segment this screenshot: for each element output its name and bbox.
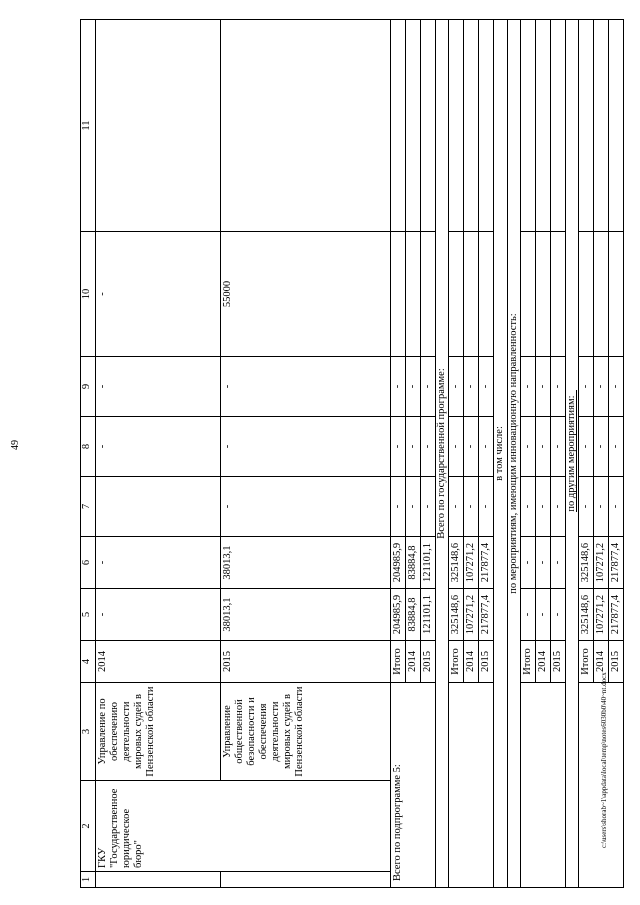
table-cell <box>535 232 550 357</box>
section-title-row <box>494 20 507 888</box>
table-cell: - <box>479 477 494 537</box>
year-cell: Итого <box>391 641 406 683</box>
table-cell: - <box>535 537 550 589</box>
table-cell <box>96 477 221 537</box>
table-cell: - <box>578 477 593 537</box>
table-cell: 325148,6 <box>449 589 464 641</box>
column-header-11: 11 <box>81 20 96 232</box>
table-cell: - <box>391 477 406 537</box>
table-cell <box>406 232 421 357</box>
year-cell: 2015 <box>221 641 391 683</box>
table-cell: 38013,1 <box>221 537 391 589</box>
section-title: Всего по государственной программе: <box>436 20 449 888</box>
table-cell: 325148,6 <box>449 537 464 589</box>
table-cell: - <box>221 417 391 477</box>
table-cell: - <box>520 357 535 417</box>
table-cell <box>520 232 535 357</box>
year-cell: 2015 <box>608 641 623 683</box>
table-cell: - <box>449 417 464 477</box>
table-cell: - <box>391 417 406 477</box>
table-cell: - <box>221 477 391 537</box>
table-cell: - <box>608 357 623 417</box>
table-row <box>449 20 464 888</box>
year-cell: Итого <box>520 641 535 683</box>
table-cell: - <box>550 357 565 417</box>
table-cell: - <box>96 417 221 477</box>
column-header-1: 1 <box>81 872 96 888</box>
table-cell: - <box>520 537 535 589</box>
year-cell: 2015 <box>479 641 494 683</box>
org-cell: ГКУ "Государственное юридическое бюро" <box>96 781 391 872</box>
table-cell: 325148,6 <box>578 589 593 641</box>
table-cell <box>578 683 623 888</box>
table-cell: - <box>406 477 421 537</box>
column-header-6: 6 <box>81 537 96 589</box>
table-cell: - <box>406 357 421 417</box>
table-cell: 217877,4 <box>479 589 494 641</box>
section-title: по мероприятиям, имеющим инновационную направленность: <box>507 20 520 888</box>
table-cell: 325148,6 <box>578 537 593 589</box>
table-cell: - <box>593 417 608 477</box>
table-cell <box>421 232 436 357</box>
table-cell: 83884,8 <box>406 589 421 641</box>
year-cell: 2014 <box>96 641 221 683</box>
table-cell: - <box>421 477 436 537</box>
table-cell <box>464 20 479 232</box>
table-cell: - <box>406 417 421 477</box>
table-cell: - <box>578 417 593 477</box>
table-cell: - <box>464 477 479 537</box>
section-title-row <box>436 20 449 888</box>
section-title-row <box>565 20 578 888</box>
table-row <box>221 20 391 888</box>
table-cell: - <box>479 417 494 477</box>
table-cell <box>578 20 593 232</box>
table-cell: - <box>449 477 464 537</box>
table-cell: 83884,8 <box>406 537 421 589</box>
footer-file-path: c:\users\shorab~1\appdata\local\temp\notes6030b0\40~nt.docx <box>600 672 608 848</box>
table-cell <box>550 232 565 357</box>
table-cell: - <box>578 357 593 417</box>
table-cell <box>479 232 494 357</box>
column-header-3: 3 <box>81 683 96 781</box>
table-cell: - <box>96 232 221 357</box>
table-cell: 55000 <box>221 232 391 357</box>
page-number: 49 <box>10 440 21 450</box>
table-cell: - <box>550 537 565 589</box>
table-cell: - <box>535 589 550 641</box>
year-cell: Итого <box>449 641 464 683</box>
table-cell <box>520 683 565 888</box>
table-row <box>578 20 593 888</box>
table-cell: - <box>550 417 565 477</box>
table-cell: - <box>520 477 535 537</box>
table-cell <box>406 20 421 232</box>
table-cell: - <box>464 417 479 477</box>
table-cell: - <box>449 357 464 417</box>
year-cell: 2014 <box>464 641 479 683</box>
table-cell <box>96 20 221 232</box>
table-cell: - <box>550 589 565 641</box>
table-cell <box>593 232 608 357</box>
table-cell <box>221 20 391 232</box>
activity-cell: Управление общественной безопасности и обеспечения деятельности мировых судей в Пензенской области <box>221 683 391 781</box>
year-cell: 2014 <box>406 641 421 683</box>
column-header-5: 5 <box>81 589 96 641</box>
table-cell <box>608 232 623 357</box>
table-cell: - <box>96 357 221 417</box>
table-cell <box>578 232 593 357</box>
table-cell: 121101,1 <box>421 589 436 641</box>
table-row <box>520 20 535 888</box>
column-header-7: 7 <box>81 477 96 537</box>
table-cell: 121101,1 <box>421 537 436 589</box>
subtotal-label: Всего по подпрограмме 5: <box>391 683 436 888</box>
table-cell <box>520 20 535 232</box>
table-cell: - <box>593 357 608 417</box>
section-title: по другим мероприятиям: <box>565 20 578 888</box>
table-cell: 38013,1 <box>221 589 391 641</box>
year-cell: 2015 <box>421 641 436 683</box>
table-cell: - <box>221 357 391 417</box>
section-title: в том числе: <box>494 20 507 888</box>
table-cell: 204985,9 <box>391 589 406 641</box>
table-cell <box>535 20 550 232</box>
year-cell: 2014 <box>535 641 550 683</box>
table-cell: - <box>535 357 550 417</box>
table-cell <box>391 232 406 357</box>
column-header-10: 10 <box>81 232 96 357</box>
column-header-4: 4 <box>81 641 96 683</box>
table-cell: 217877,4 <box>608 537 623 589</box>
section-title-row <box>507 20 520 888</box>
table-cell <box>391 20 406 232</box>
budget-table <box>80 19 624 888</box>
table-cell: - <box>96 537 221 589</box>
column-header-9: 9 <box>81 357 96 417</box>
table-cell: - <box>464 357 479 417</box>
table-cell: - <box>96 589 221 641</box>
table-cell: - <box>535 477 550 537</box>
table-cell: 107271,2 <box>464 537 479 589</box>
table-cell <box>608 20 623 232</box>
table-cell: - <box>535 417 550 477</box>
table-cell: - <box>608 417 623 477</box>
table-cell: 204985,9 <box>391 537 406 589</box>
table-cell: 107271,2 <box>593 537 608 589</box>
table-cell <box>479 20 494 232</box>
table-cell: - <box>479 357 494 417</box>
table-cell: - <box>391 357 406 417</box>
table-cell <box>449 20 464 232</box>
table-cell <box>550 20 565 232</box>
table-cell <box>464 232 479 357</box>
table-cell <box>96 872 221 888</box>
year-cell: Итого <box>578 641 593 683</box>
activity-cell: Управление по обеспечению деятельности мировых судей в Пензенской области <box>96 683 221 781</box>
table-cell: - <box>421 357 436 417</box>
table-cell <box>449 232 464 357</box>
table-cell: - <box>593 477 608 537</box>
table-row <box>391 20 406 888</box>
table-cell: - <box>550 477 565 537</box>
table-cell: 107271,2 <box>464 589 479 641</box>
table-cell: 107271,2 <box>593 589 608 641</box>
table-cell: 217877,4 <box>608 589 623 641</box>
table-row <box>96 20 221 888</box>
year-cell: 2015 <box>550 641 565 683</box>
table-cell: - <box>520 589 535 641</box>
header-row <box>81 20 96 888</box>
table-cell: 217877,4 <box>479 537 494 589</box>
table-cell <box>449 683 494 888</box>
table-cell <box>221 872 391 888</box>
table-cell: - <box>520 417 535 477</box>
table-cell: - <box>421 417 436 477</box>
column-header-8: 8 <box>81 417 96 477</box>
year-cell: 2014 <box>593 641 608 683</box>
table-cell: - <box>608 477 623 537</box>
table-cell <box>593 20 608 232</box>
table-cell <box>421 20 436 232</box>
column-header-2: 2 <box>81 781 96 872</box>
